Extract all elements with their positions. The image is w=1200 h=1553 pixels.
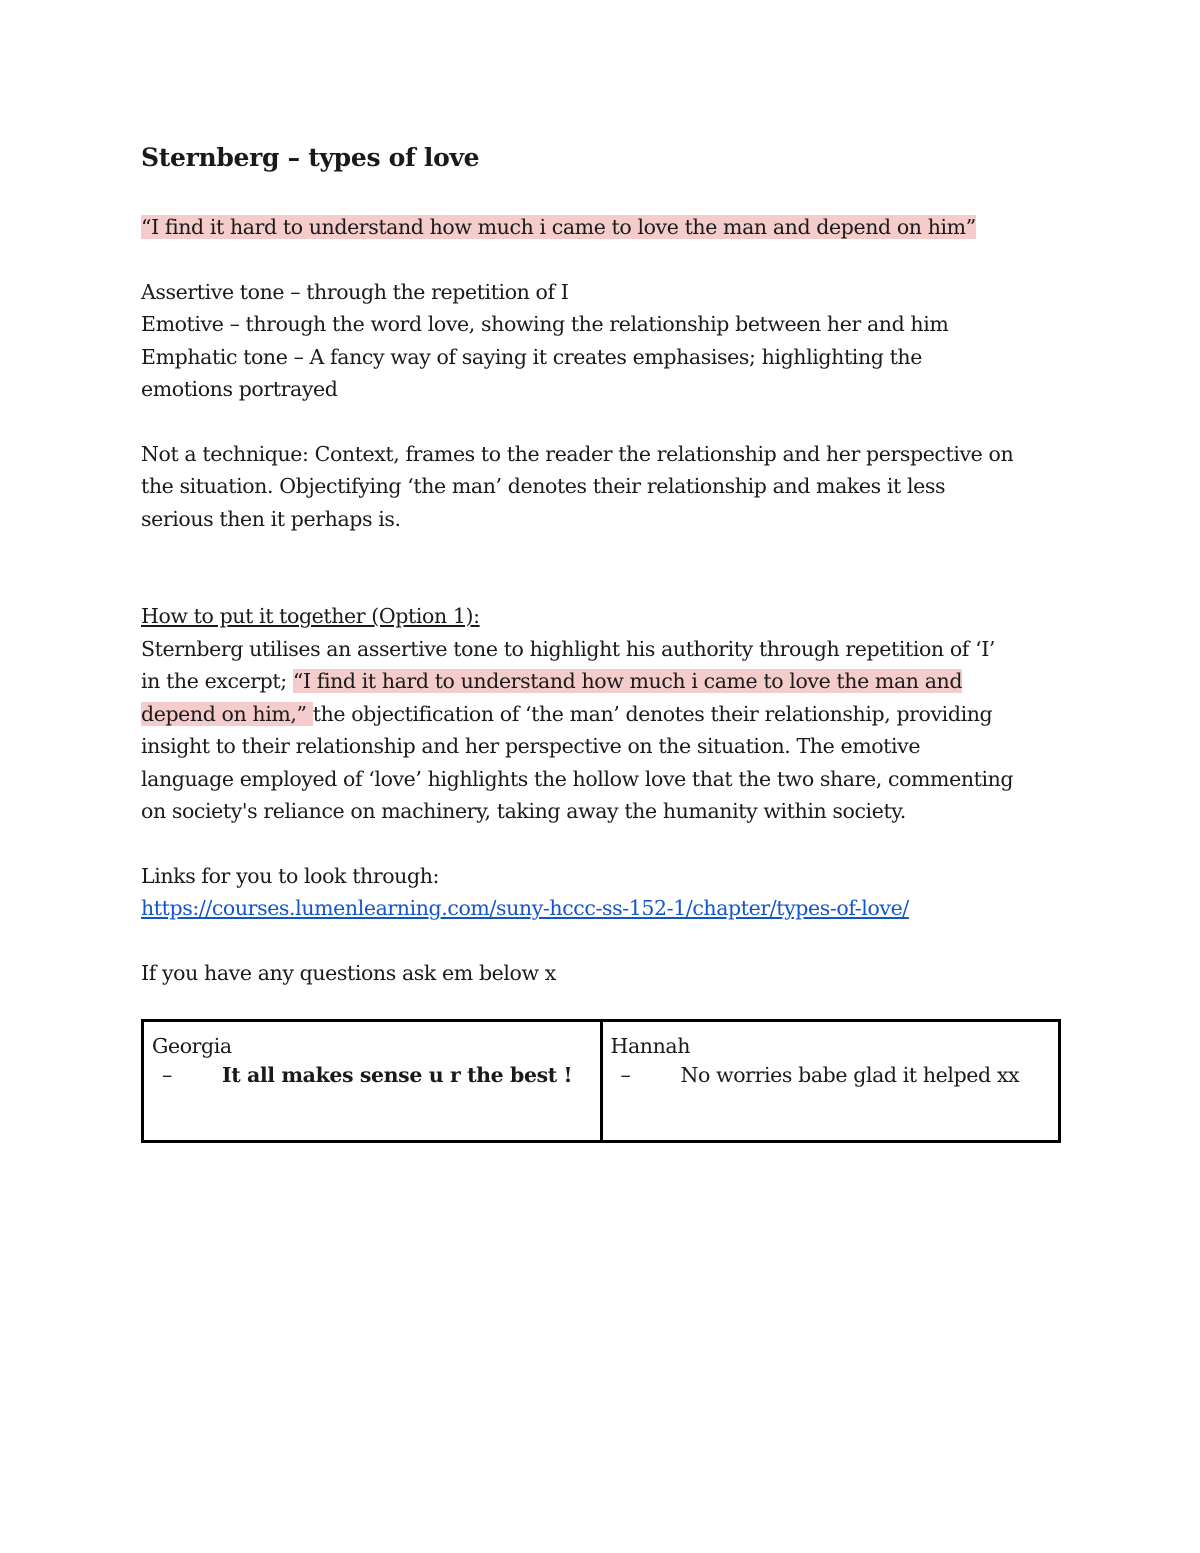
context-line-2: the situation. Objectifying ‘the man’ denotes their relationship and makes it less — [141, 474, 946, 498]
page-title: Sternberg – types of love — [141, 143, 480, 172]
option-line-3 — [141, 698, 1066, 731]
questions-text: If you have any questions ask em below x — [141, 960, 556, 985]
option-highlight-1: “I find it hard to understand how much i came to love the man and — [292, 669, 963, 693]
comment-bullet — [152, 1061, 592, 1090]
option-line-6: on society's reliance on machinery, taking away the humanity within society. — [141, 799, 906, 823]
comments-row — [143, 1021, 1060, 1142]
option-line-2-text: in the excerpt; — [141, 669, 293, 693]
comment-cell-hannah — [601, 1021, 1060, 1142]
option-line-4: insight to their relationship and her perspective on the situation. The emotive — [141, 734, 921, 758]
quote — [141, 211, 1066, 244]
comments-table — [141, 1019, 1061, 1143]
option-heading: How to put it together (Option 1): — [141, 604, 480, 628]
context-line-1: Not a technique: Context, frames to the reader the relationship and her perspective on — [141, 441, 1014, 466]
comment-cell-georgia — [143, 1021, 602, 1142]
dash-bullet: – — [162, 1063, 172, 1087]
option-line-2 — [141, 665, 1066, 698]
option-line-3-text: the objectification of ‘the man’ denotes their relationship, providing — [312, 701, 993, 726]
option-block — [141, 600, 1066, 828]
option-line-5: language employed of ‘love’ highlights the hollow love that the two share, commenting — [141, 766, 1014, 791]
context-block — [141, 438, 1066, 536]
dash-bullet: – — [620, 1063, 631, 1087]
document-page — [141, 138, 1066, 989]
comment-author: Hannah — [610, 1034, 691, 1058]
resource-link[interactable]: https://courses.lumenlearning.com/suny-hccc-ss-152-1/chapter/types-of-love/ — [141, 896, 909, 920]
analysis-block — [141, 276, 1066, 406]
comment-text: It all makes sense u r the best ! — [222, 1063, 573, 1087]
analysis-line-emotive: Emotive – through the word love, showing the relationship between her and him — [141, 312, 949, 336]
analysis-line-emphatic: Emphatic tone – A fancy way of saying it creates emphasises; highlighting the — [141, 344, 922, 369]
option-highlight-2: depend on him,” — [141, 701, 313, 726]
analysis-line-emphatic-cont: emotions portrayed — [141, 377, 338, 401]
option-line-1: Sternberg utilises an assertive tone to highlight his authority through repetition of ‘I’ — [141, 636, 996, 661]
comment-author: Georgia — [152, 1034, 232, 1058]
analysis-line-assertive: Assertive tone – through the repetition of I — [141, 279, 569, 304]
context-line-3: serious then it perhaps is. — [141, 506, 401, 531]
highlighted-quote: “I find it hard to understand how much i came to love the man and depend on him” — [141, 215, 976, 239]
links-block — [141, 860, 1066, 925]
links-label: Links for you to look through: — [141, 863, 440, 888]
comment-text: No worries babe glad it helped xx — [680, 1063, 1020, 1087]
comment-bullet — [611, 1061, 1051, 1090]
